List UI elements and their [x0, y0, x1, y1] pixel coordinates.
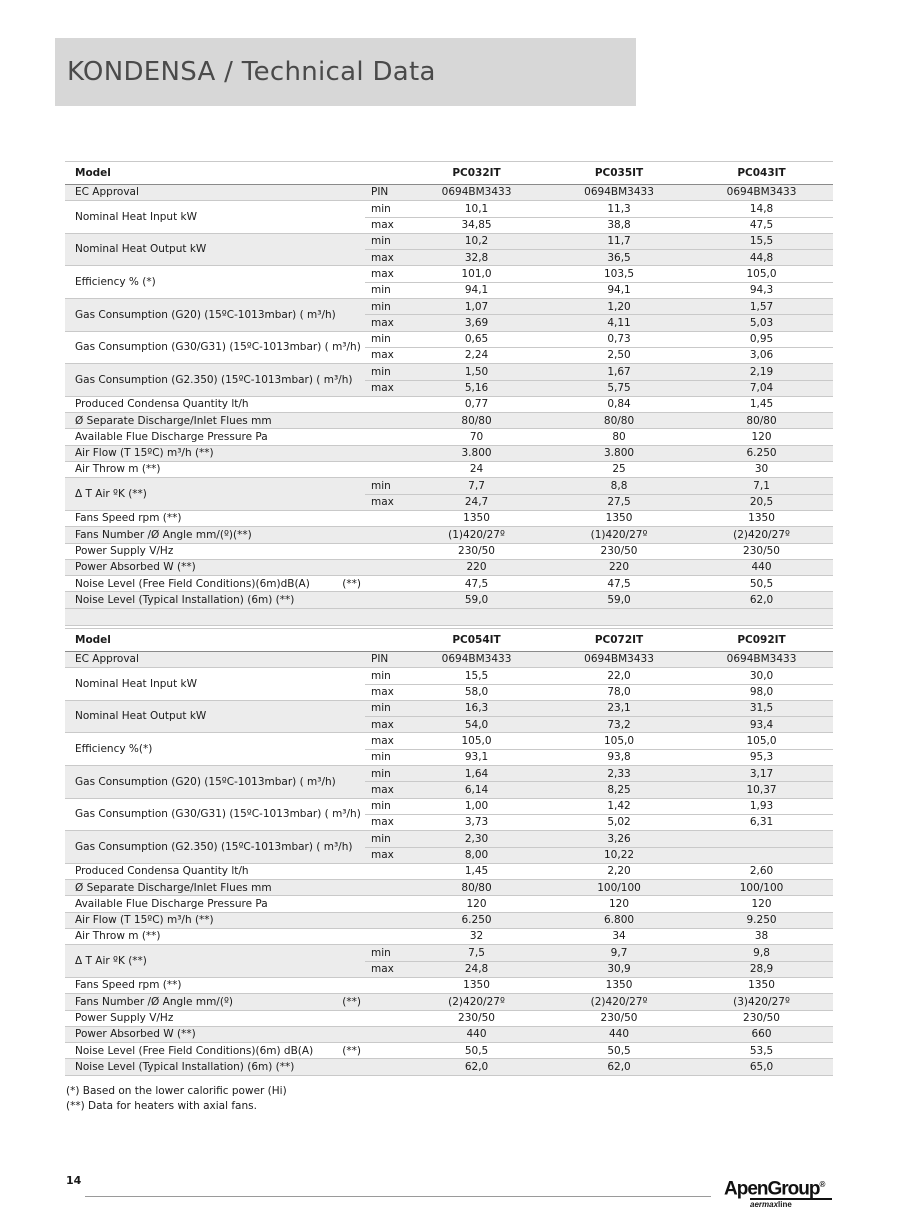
- row-value: 47,5: [548, 576, 690, 592]
- row-value: 73,2: [548, 717, 690, 733]
- row-label: Ø Separate Discharge/Inlet Flues mm: [65, 880, 405, 896]
- row-value: 3,73: [405, 814, 548, 830]
- row-value: 36,5: [548, 250, 690, 266]
- row-value: 2,24: [405, 347, 548, 363]
- row-value: (2)420/27º: [690, 527, 833, 543]
- row-sublabel: min: [365, 700, 405, 716]
- table-row: [65, 299, 833, 315]
- table-row: [65, 559, 833, 575]
- row-value: 34: [548, 929, 690, 945]
- row-label: Air Throw m (**): [65, 929, 405, 945]
- row-value: 120: [690, 896, 833, 912]
- row-value: 1350: [405, 977, 548, 993]
- row-value: 230/50: [405, 1010, 548, 1026]
- row-value: 2,19: [690, 364, 833, 380]
- table-row: [65, 700, 833, 716]
- row-spacer: [365, 576, 405, 592]
- row-value: 1,50: [405, 364, 548, 380]
- model-name: PC054IT: [405, 629, 548, 652]
- row-value: 11,7: [548, 233, 690, 249]
- footer-divider: [85, 1196, 711, 1197]
- row-label: Fans Speed rpm (**): [65, 510, 405, 526]
- row-sublabel: max: [365, 217, 405, 233]
- row-value: 11,3: [548, 201, 690, 217]
- row-label: Noise Level (Free Field Conditions)(6m) dB(A): [65, 1043, 335, 1059]
- row-sublabel: PIN: [365, 185, 405, 201]
- footnotes: [66, 1084, 287, 1114]
- row-value: 8,25: [548, 782, 690, 798]
- row-spacer: [365, 994, 405, 1010]
- row-value: (3)420/27º: [690, 994, 833, 1010]
- model-header: Model: [65, 629, 405, 652]
- row-value: 62,0: [405, 1059, 548, 1075]
- row-value: 440: [690, 559, 833, 575]
- row-value: 3,06: [690, 347, 833, 363]
- row-value: 50,5: [405, 1043, 548, 1059]
- table-row: [65, 331, 833, 347]
- row-value: 4,11: [548, 315, 690, 331]
- row-label: Power Absorbed W (**): [65, 559, 405, 575]
- row-value: 9,7: [548, 945, 690, 961]
- row-value: 10,37: [690, 782, 833, 798]
- table-row: [65, 929, 833, 945]
- row-value: 2,60: [690, 863, 833, 879]
- row-value: 34,85: [405, 217, 548, 233]
- row-value: 44,8: [690, 250, 833, 266]
- row-value: 230/50: [548, 543, 690, 559]
- table-row: [65, 668, 833, 684]
- row-value: 58,0: [405, 684, 548, 700]
- row-value: 1,57: [690, 299, 833, 315]
- row-label: Produced Condensa Quantity lt/h: [65, 396, 405, 412]
- row-value: 62,0: [548, 1059, 690, 1075]
- row-value: 24,8: [405, 961, 548, 977]
- row-value: 54,0: [405, 717, 548, 733]
- row-value: 100/100: [548, 880, 690, 896]
- row-value: 3,17: [690, 766, 833, 782]
- table-row: [65, 527, 833, 543]
- row-sublabel: min: [365, 798, 405, 814]
- row-value: 59,0: [405, 592, 548, 608]
- row-value: 10,2: [405, 233, 548, 249]
- table-row: [65, 576, 833, 592]
- table-row: [65, 1010, 833, 1026]
- row-value: 1350: [548, 510, 690, 526]
- row-sublabel: min: [365, 478, 405, 494]
- row-value: 0694BM3433: [405, 185, 548, 201]
- row-value: 0694BM3433: [690, 652, 833, 668]
- row-value: 101,0: [405, 266, 548, 282]
- row-value: 15,5: [405, 668, 548, 684]
- row-value: 440: [405, 1026, 548, 1042]
- row-value: 65,0: [690, 1059, 833, 1075]
- row-value: 230/50: [690, 1010, 833, 1026]
- page-number: 14: [66, 1174, 82, 1187]
- row-value: 53,5: [690, 1043, 833, 1059]
- row-sublabel: min: [365, 282, 405, 298]
- table-row: [65, 652, 833, 668]
- row-value: 2,20: [548, 863, 690, 879]
- row-label: Fans Number /Ø Angle mm/(º): [65, 994, 335, 1010]
- row-value: 7,04: [690, 380, 833, 396]
- row-value: 27,5: [548, 494, 690, 510]
- row-value: 230/50: [405, 543, 548, 559]
- row-value: 1,00: [405, 798, 548, 814]
- row-value: 59,0: [548, 592, 690, 608]
- table-row: [65, 413, 833, 429]
- row-label: Δ T Air ºK (**): [65, 478, 365, 511]
- row-label: Noise Level (Free Field Conditions)(6m)dB(A): [65, 576, 335, 592]
- row-value: 1,64: [405, 766, 548, 782]
- row-sublabel: min: [365, 766, 405, 782]
- table-row: [65, 766, 833, 782]
- table-row: [65, 266, 833, 282]
- row-value: 32: [405, 929, 548, 945]
- row-value: 31,5: [690, 700, 833, 716]
- row-value: 1,67: [548, 364, 690, 380]
- row-sublabel: max: [365, 847, 405, 863]
- row-label: Power Supply V/Hz: [65, 543, 405, 559]
- row-value: 30: [690, 462, 833, 478]
- row-sublabel: min: [365, 201, 405, 217]
- row-value: 47,5: [405, 576, 548, 592]
- row-value: 93,4: [690, 717, 833, 733]
- row-value: (2)420/27º: [548, 994, 690, 1010]
- table-row: [65, 462, 833, 478]
- row-value: 32,8: [405, 250, 548, 266]
- table-blank-row: [65, 608, 833, 625]
- row-sublabel: max: [365, 315, 405, 331]
- table-row: [65, 396, 833, 412]
- row-value: 25: [548, 462, 690, 478]
- table-row: [65, 201, 833, 217]
- table-row: [65, 912, 833, 928]
- row-label: Noise Level (Typical Installation) (6m) (**): [65, 1059, 405, 1075]
- row-value: 6,31: [690, 814, 833, 830]
- row-value: 9,8: [690, 945, 833, 961]
- row-value: [690, 831, 833, 847]
- row-value: 24: [405, 462, 548, 478]
- row-note: (**): [335, 1043, 365, 1059]
- row-value: 6.250: [690, 445, 833, 461]
- row-value: 50,5: [690, 576, 833, 592]
- row-value: 120: [405, 896, 548, 912]
- model-name: PC035IT: [548, 162, 690, 185]
- row-value: 6.800: [548, 912, 690, 928]
- row-value: 1350: [690, 510, 833, 526]
- row-value: 70: [405, 429, 548, 445]
- row-value: 94,3: [690, 282, 833, 298]
- row-value: 0,65: [405, 331, 548, 347]
- row-value: 105,0: [405, 733, 548, 749]
- row-value: 230/50: [548, 1010, 690, 1026]
- row-label: Noise Level (Typical Installation) (6m) (**): [65, 592, 405, 608]
- row-value: 2,50: [548, 347, 690, 363]
- row-value: 1,20: [548, 299, 690, 315]
- row-value: (2)420/27º: [405, 994, 548, 1010]
- table-row: [65, 977, 833, 993]
- row-value: 0694BM3433: [548, 185, 690, 201]
- table-row: [65, 994, 833, 1010]
- row-sublabel: max: [365, 733, 405, 749]
- row-note: (**): [335, 576, 365, 592]
- table-row: [65, 896, 833, 912]
- row-value: 1,45: [690, 396, 833, 412]
- row-sublabel: min: [365, 299, 405, 315]
- row-sublabel: max: [365, 961, 405, 977]
- row-label: Power Supply V/Hz: [65, 1010, 405, 1026]
- row-value: 1350: [548, 977, 690, 993]
- row-label: Gas Consumption (G30/G31) (15ºC-1013mbar) ( m³/h): [65, 331, 365, 364]
- row-label: Fans Speed rpm (**): [65, 977, 405, 993]
- row-value: 1350: [405, 510, 548, 526]
- table-row: [65, 1059, 833, 1075]
- page-title: KONDENSA / Technical Data: [67, 57, 436, 87]
- row-sublabel: min: [365, 749, 405, 765]
- row-value: 105,0: [690, 266, 833, 282]
- table-row: [65, 543, 833, 559]
- row-value: 1350: [690, 977, 833, 993]
- row-value: 6,14: [405, 782, 548, 798]
- row-label: Nominal Heat Input kW: [65, 668, 365, 701]
- table-row: [65, 798, 833, 814]
- row-label: Gas Consumption (G2.350) (15ºC-1013mbar) ( m³/h): [65, 831, 365, 864]
- table-row: [65, 233, 833, 249]
- row-value: 78,0: [548, 684, 690, 700]
- row-value: 50,5: [548, 1043, 690, 1059]
- table-row: [65, 364, 833, 380]
- row-value: 94,1: [405, 282, 548, 298]
- table-row: [65, 880, 833, 896]
- row-value: 62,0: [690, 592, 833, 608]
- row-value: 95,3: [690, 749, 833, 765]
- row-spacer: [365, 1043, 405, 1059]
- row-value: 2,33: [548, 766, 690, 782]
- row-sublabel: min: [365, 364, 405, 380]
- row-value: 80/80: [548, 413, 690, 429]
- row-label: Nominal Heat Output kW: [65, 700, 365, 733]
- row-label: Nominal Heat Input kW: [65, 201, 365, 234]
- row-label: Air Flow (T 15ºC) m³/h (**): [65, 445, 405, 461]
- row-sublabel: max: [365, 250, 405, 266]
- row-label: Nominal Heat Output kW: [65, 233, 365, 266]
- row-value: 8,8: [548, 478, 690, 494]
- row-value: 1,42: [548, 798, 690, 814]
- row-sublabel: max: [365, 684, 405, 700]
- row-value: 24,7: [405, 494, 548, 510]
- row-value: 3,69: [405, 315, 548, 331]
- row-value: 3.800: [405, 445, 548, 461]
- row-value: 38,8: [548, 217, 690, 233]
- footnote: (**) Data for heaters with axial fans.: [66, 1100, 257, 1112]
- row-sublabel: min: [365, 831, 405, 847]
- row-sublabel: max: [365, 814, 405, 830]
- row-sublabel: PIN: [365, 652, 405, 668]
- row-sublabel: min: [365, 945, 405, 961]
- row-value: 9.250: [690, 912, 833, 928]
- row-sublabel: max: [365, 380, 405, 396]
- table-row: [65, 863, 833, 879]
- row-value: 80/80: [405, 413, 548, 429]
- row-label: Gas Consumption (G20) (15ºC-1013mbar) ( m³/h): [65, 299, 365, 332]
- row-value: (1)420/27º: [548, 527, 690, 543]
- table-row: [65, 478, 833, 494]
- row-value: 5,16: [405, 380, 548, 396]
- row-value: 120: [690, 429, 833, 445]
- row-label: Efficiency %(*): [65, 733, 365, 766]
- row-value: 105,0: [690, 733, 833, 749]
- row-value: 105,0: [548, 733, 690, 749]
- row-value: 94,1: [548, 282, 690, 298]
- logo-subline: aermaxline: [750, 1198, 832, 1210]
- row-label: Gas Consumption (G30/G31) (15ºC-1013mbar) ( m³/h): [65, 798, 365, 831]
- apengroup-logo: ApenGroup® aermaxline: [724, 1176, 836, 1206]
- row-value: 93,8: [548, 749, 690, 765]
- row-label: Air Flow (T 15ºC) m³/h (**): [65, 912, 405, 928]
- row-note: (**): [335, 994, 365, 1010]
- row-value: 23,1: [548, 700, 690, 716]
- model-name: PC032IT: [405, 162, 548, 185]
- row-value: 3.800: [548, 445, 690, 461]
- row-value: 98,0: [690, 684, 833, 700]
- row-value: 660: [690, 1026, 833, 1042]
- row-sublabel: max: [365, 717, 405, 733]
- row-value: 47,5: [690, 217, 833, 233]
- row-value: 100/100: [690, 880, 833, 896]
- row-value: 220: [548, 559, 690, 575]
- row-value: 103,5: [548, 266, 690, 282]
- row-value: 10,1: [405, 201, 548, 217]
- row-label: Δ T Air ºK (**): [65, 945, 365, 978]
- row-value: 1,45: [405, 863, 548, 879]
- row-value: 5,03: [690, 315, 833, 331]
- row-value: 0694BM3433: [690, 185, 833, 201]
- row-value: 1,93: [690, 798, 833, 814]
- row-label: EC Approval: [65, 652, 365, 668]
- row-value: 0,84: [548, 396, 690, 412]
- row-value: 1,07: [405, 299, 548, 315]
- table-row: [65, 185, 833, 201]
- row-value: 38: [690, 929, 833, 945]
- row-label: Power Absorbed W (**): [65, 1026, 405, 1042]
- row-label: Available Flue Discharge Pressure Pa: [65, 896, 405, 912]
- row-label: Ø Separate Discharge/Inlet Flues mm: [65, 413, 405, 429]
- row-value: 0694BM3433: [405, 652, 548, 668]
- row-value: 3,26: [548, 831, 690, 847]
- row-value: 22,0: [548, 668, 690, 684]
- row-value: 30,9: [548, 961, 690, 977]
- row-value: 120: [548, 896, 690, 912]
- row-sublabel: max: [365, 347, 405, 363]
- technical-table-2: [65, 628, 833, 1076]
- table-row: [65, 429, 833, 445]
- row-label: Produced Condensa Quantity lt/h: [65, 863, 405, 879]
- table-row: [65, 445, 833, 461]
- row-value: 5,75: [548, 380, 690, 396]
- row-value: 30,0: [690, 668, 833, 684]
- row-sublabel: max: [365, 782, 405, 798]
- row-label: Efficiency % (*): [65, 266, 365, 299]
- row-label: Air Throw m (**): [65, 462, 405, 478]
- row-value: 80/80: [405, 880, 548, 896]
- table-row: [65, 1043, 833, 1059]
- row-value: 20,5: [690, 494, 833, 510]
- row-label: EC Approval: [65, 185, 365, 201]
- row-value: 0,77: [405, 396, 548, 412]
- row-value: 10,22: [548, 847, 690, 863]
- row-value: 440: [548, 1026, 690, 1042]
- row-value: 7,1: [690, 478, 833, 494]
- row-sublabel: min: [365, 331, 405, 347]
- table-header-row: [65, 629, 833, 652]
- row-value: 2,30: [405, 831, 548, 847]
- footnote: (*) Based on the lower calorific power (Hi): [66, 1085, 287, 1097]
- row-value: 5,02: [548, 814, 690, 830]
- row-label: Gas Consumption (G2.350) (15ºC-1013mbar) ( m³/h): [65, 364, 365, 397]
- row-value: 0,95: [690, 331, 833, 347]
- row-value: 6.250: [405, 912, 548, 928]
- row-label: Fans Number /Ø Angle mm/(º)(**): [65, 527, 405, 543]
- row-value: 15,5: [690, 233, 833, 249]
- row-value: 80: [548, 429, 690, 445]
- technical-table-1: [65, 161, 833, 626]
- model-name: PC043IT: [690, 162, 833, 185]
- row-value: 93,1: [405, 749, 548, 765]
- row-value: 7,5: [405, 945, 548, 961]
- row-value: 8,00: [405, 847, 548, 863]
- row-value: (1)420/27º: [405, 527, 548, 543]
- row-sublabel: min: [365, 233, 405, 249]
- row-value: 220: [405, 559, 548, 575]
- model-name: PC092IT: [690, 629, 833, 652]
- table-row: [65, 510, 833, 526]
- row-label: Gas Consumption (G20) (15ºC-1013mbar) ( m³/h): [65, 766, 365, 799]
- row-value: 14,8: [690, 201, 833, 217]
- row-value: 7,7: [405, 478, 548, 494]
- table-row: [65, 945, 833, 961]
- model-header: Model: [65, 162, 405, 185]
- model-name: PC072IT: [548, 629, 690, 652]
- blank-cell: [65, 608, 833, 625]
- row-sublabel: min: [365, 668, 405, 684]
- table-header-row: [65, 162, 833, 185]
- row-value: [690, 847, 833, 863]
- row-value: 0694BM3433: [548, 652, 690, 668]
- row-value: 0,73: [548, 331, 690, 347]
- row-value: 230/50: [690, 543, 833, 559]
- title-band: [55, 38, 636, 106]
- row-value: 80/80: [690, 413, 833, 429]
- row-label: Available Flue Discharge Pressure Pa: [65, 429, 405, 445]
- row-value: 16,3: [405, 700, 548, 716]
- logo-text: ApenGroup: [724, 1178, 820, 1200]
- table-row: [65, 831, 833, 847]
- row-sublabel: max: [365, 494, 405, 510]
- table-row: [65, 592, 833, 608]
- table-row: [65, 733, 833, 749]
- row-value: 28,9: [690, 961, 833, 977]
- row-sublabel: max: [365, 266, 405, 282]
- table-row: [65, 1026, 833, 1042]
